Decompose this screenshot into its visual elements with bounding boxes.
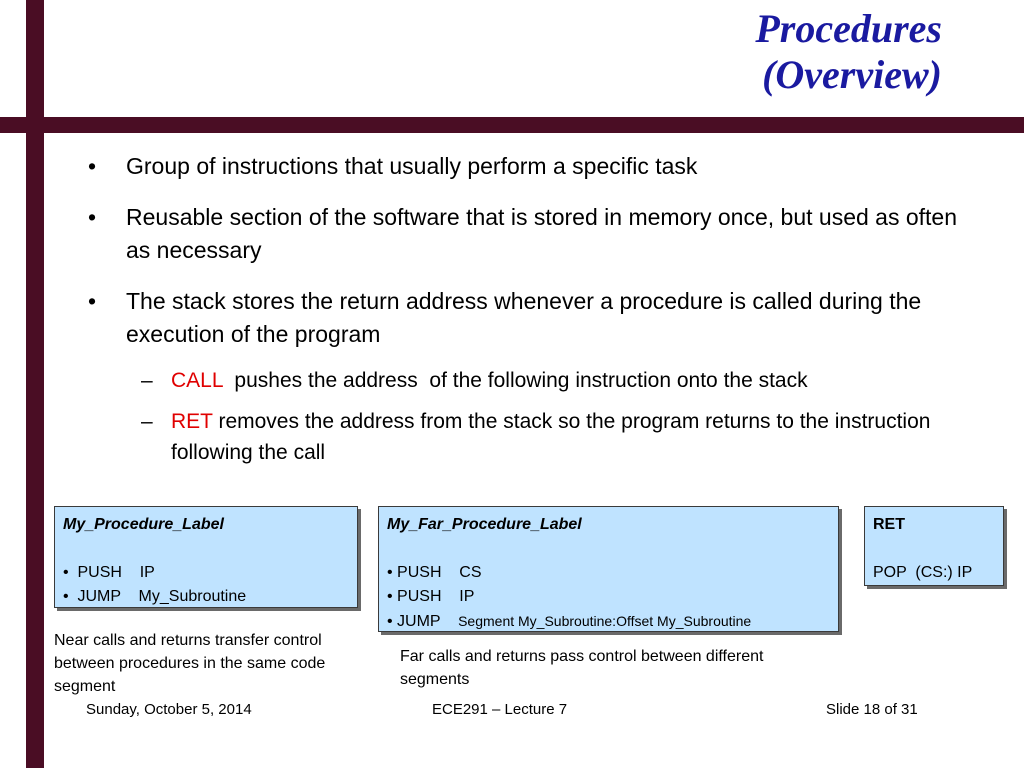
ret-box-header: RET [873,516,905,533]
near-call-box [54,506,358,608]
near-box-header: My_Procedure_Label [63,516,224,533]
bullet-text: Reusable section of the software that is stored in memory once, but used as often as necessary [126,204,958,263]
far-box-line: • PUSH CS [387,564,482,581]
near-box-line: • JUMP My_Subroutine [63,588,247,605]
frame-vertical-bar [26,0,44,768]
footer-slide-number: Slide 18 of 31 [826,701,918,718]
slide-title [755,6,942,98]
footer-course: ECE291 – Lecture 7 [432,701,568,718]
far-box-header: My_Far_Procedure_Label [387,516,582,533]
dash-icon: – [141,410,153,433]
far-box-jump-operand: Segment My_Subroutine:Offset My_Subroutine [458,613,752,629]
sub-bullet-ret [86,406,966,468]
bullet-dot-icon: • [88,153,97,179]
far-box-jump-prefix: • JUMP [387,613,459,630]
footer-date: Sunday, October 5, 2014 [86,701,252,718]
title-line-1: Procedures [755,6,942,51]
far-box-jump-line [387,609,830,634]
sub-bullet-text: pushes the address of the following instruction onto the stack [222,369,808,392]
near-box-line: • PUSH IP [63,564,155,581]
ret-keyword: RET [171,410,213,433]
dash-icon: – [141,369,153,392]
sub-bullet-text: removes the address from the stack so the program returns to the instruction following the call [171,410,937,464]
bullet-item [86,201,966,267]
ret-box [864,506,1004,586]
far-calls-note: Far calls and returns pass control between different segments [400,648,764,688]
title-line-2: (Overview) [762,52,942,97]
call-keyword: CALL [171,369,223,392]
bullet-list [86,150,966,482]
bullet-text: The stack stores the return address whenever a procedure is called during the execution of the program [126,288,922,347]
near-calls-note: Near calls and returns transfer control between procedures in the same code segment [54,632,326,695]
bullet-item [86,285,966,351]
sub-bullet-call [86,365,966,396]
frame-horizontal-bar [0,117,1024,133]
bullet-text: Group of instructions that usually perform a specific task [126,153,698,179]
bullet-item [86,150,966,183]
ret-box-line: POP (CS:) IP [873,564,973,581]
bullet-dot-icon: • [88,288,97,314]
far-box-line: • PUSH IP [387,588,475,605]
bullet-dot-icon: • [88,204,97,230]
far-call-box [378,506,839,632]
